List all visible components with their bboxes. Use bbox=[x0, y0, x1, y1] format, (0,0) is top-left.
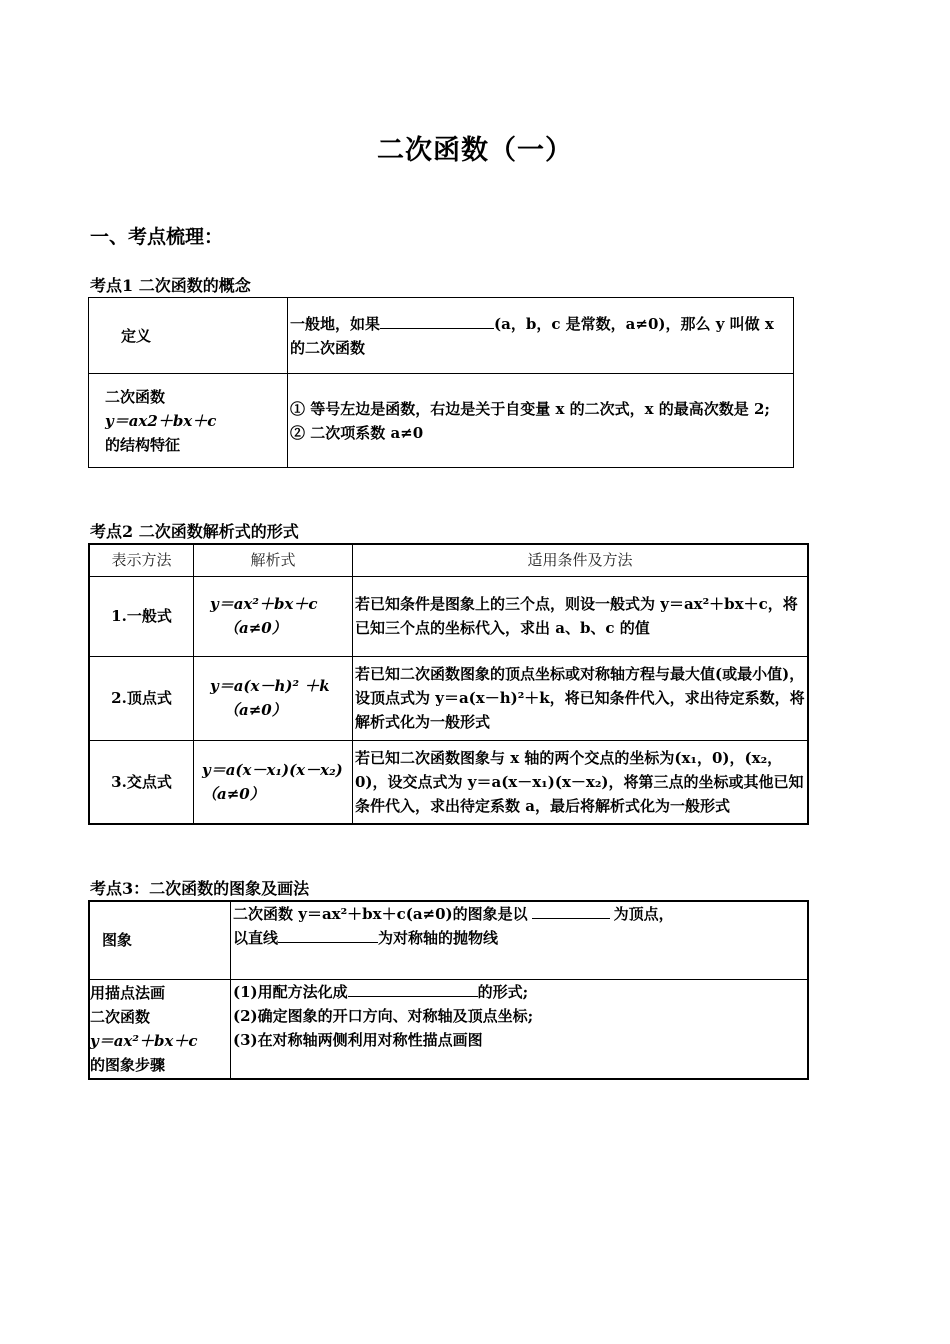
steps-row bbox=[89, 979, 808, 1079]
graph-line1 bbox=[233, 902, 805, 926]
definition-label: 定义 bbox=[89, 298, 288, 374]
header-conditions: 适用条件及方法 bbox=[353, 544, 809, 576]
forms-row-vertex bbox=[89, 656, 808, 740]
formula-general-cond: （a≠0） bbox=[224, 619, 287, 637]
definition-text bbox=[288, 298, 794, 374]
structure-label bbox=[89, 374, 288, 468]
topic3-heading: 考点3：二次函数的图象及画法 bbox=[90, 879, 310, 898]
method-vertex: 2.顶点式 bbox=[89, 656, 194, 740]
steps-label-line2: 二次函数 bbox=[90, 1007, 151, 1026]
desc-intercept: 若已知二次函数图象与 x 轴的两个交点的坐标为(x₁，0)，(x₂，0)，设交点式为 y＝a(x－x₁)(x－x₂)，将第三点的坐标或其他已知条件代入，求出待定系数 a，最后将解析式化为一般形式 bbox=[353, 740, 809, 824]
forms-header-row bbox=[89, 544, 808, 576]
steps-label-line3: y＝ax²＋bx＋c bbox=[90, 1031, 198, 1050]
steps-label bbox=[89, 979, 231, 1079]
structure-item-1: ① 等号左边是函数，右边是关于自变量 x 的二次式，x 的最高次数是 2; bbox=[290, 399, 770, 418]
formula-intercept bbox=[194, 740, 353, 824]
steps-label-line4: 的图象步骤 bbox=[90, 1055, 166, 1074]
graph-line1-b: 为顶点， bbox=[613, 905, 674, 923]
definition-blank bbox=[380, 312, 494, 329]
step-1-a: (1)用配方法化成 bbox=[233, 982, 348, 1001]
graph-line2-b: 为对称轴的抛物线 bbox=[378, 929, 499, 947]
desc-vertex: 若已知二次函数图象的顶点坐标或对称轴方程与最大值(或最小值)，设顶点式为 y＝a(x－h)²＋k，将已知条件代入，求出待定系数，将解析式化为一般形式 bbox=[353, 656, 809, 740]
steps-label-line1: 用描点法画 bbox=[90, 983, 166, 1002]
topic2-heading: 考点2 二次函数解析式的形式 bbox=[90, 522, 299, 541]
graph-label: 图象 bbox=[89, 901, 231, 979]
structure-label-line3: 的结构特征 bbox=[105, 435, 181, 454]
graph-line2-a: 以直线 bbox=[233, 929, 279, 947]
definition-row bbox=[89, 298, 794, 374]
formula-vertex-cond: （a≠0） bbox=[224, 701, 287, 719]
formula-intercept-cond: （a≠0） bbox=[202, 784, 265, 803]
formula-vertex bbox=[194, 656, 353, 740]
structure-row bbox=[89, 374, 794, 468]
form-blank bbox=[348, 980, 478, 997]
axis-blank bbox=[278, 926, 378, 943]
topic1-heading: 考点1 二次函数的概念 bbox=[90, 276, 251, 295]
forms-row-general bbox=[89, 576, 808, 656]
graph-text bbox=[231, 901, 809, 979]
formula-general bbox=[194, 576, 353, 656]
desc-general: 若已知条件是图象上的三个点，则设一般式为 y＝ax²＋bx＋c，将已知三个点的坐标代入，求出 a、b、c 的值 bbox=[353, 576, 809, 656]
header-method: 表示方法 bbox=[89, 544, 194, 576]
definition-text-a: 一般地，如果 bbox=[290, 314, 381, 333]
header-formula: 解析式 bbox=[194, 544, 353, 576]
step-1-b: 的形式; bbox=[477, 982, 529, 1001]
method-general: 1.一般式 bbox=[89, 576, 194, 656]
structure-label-line1: 二次函数 bbox=[105, 387, 166, 406]
definition-text-b: (a，b，c 是常数，a≠0)，那么 y 叫做 x 的二次函数 bbox=[290, 314, 774, 357]
concept-table bbox=[88, 297, 794, 468]
formula-general-expr: y＝ax²＋bx＋c bbox=[210, 595, 318, 613]
step-2: (2)确定图象的开口方向、对称轴及顶点坐标; bbox=[233, 1006, 534, 1025]
formula-vertex-expr: y＝a(x－h)² ＋k bbox=[210, 677, 330, 695]
graph-line2 bbox=[233, 926, 805, 950]
structure-label-line2: y＝ax2＋bx＋c bbox=[105, 411, 217, 430]
steps-text bbox=[231, 979, 809, 1079]
forms-table bbox=[88, 543, 809, 825]
step-3: (3)在对称轴两侧利用对称性描点画图 bbox=[233, 1030, 483, 1049]
forms-row-intercept bbox=[89, 740, 808, 824]
graph-table bbox=[88, 900, 809, 1080]
vertex-blank bbox=[532, 902, 610, 919]
formula-intercept-expr: y＝a(x－x₁)(x－x₂) bbox=[202, 760, 343, 779]
page-title: 二次函数（一） bbox=[377, 135, 573, 166]
graph-line1-a: 二次函数 y＝ax²＋bx＋c(a≠0)的图象是以 bbox=[233, 905, 528, 923]
structure-text bbox=[288, 374, 794, 468]
section-heading: 一、考点梳理： bbox=[90, 226, 224, 248]
step-1 bbox=[233, 980, 805, 1004]
graph-row bbox=[89, 901, 808, 979]
method-intercept: 3.交点式 bbox=[89, 740, 194, 824]
structure-item-2: ② 二次项系数 a≠0 bbox=[290, 423, 424, 442]
